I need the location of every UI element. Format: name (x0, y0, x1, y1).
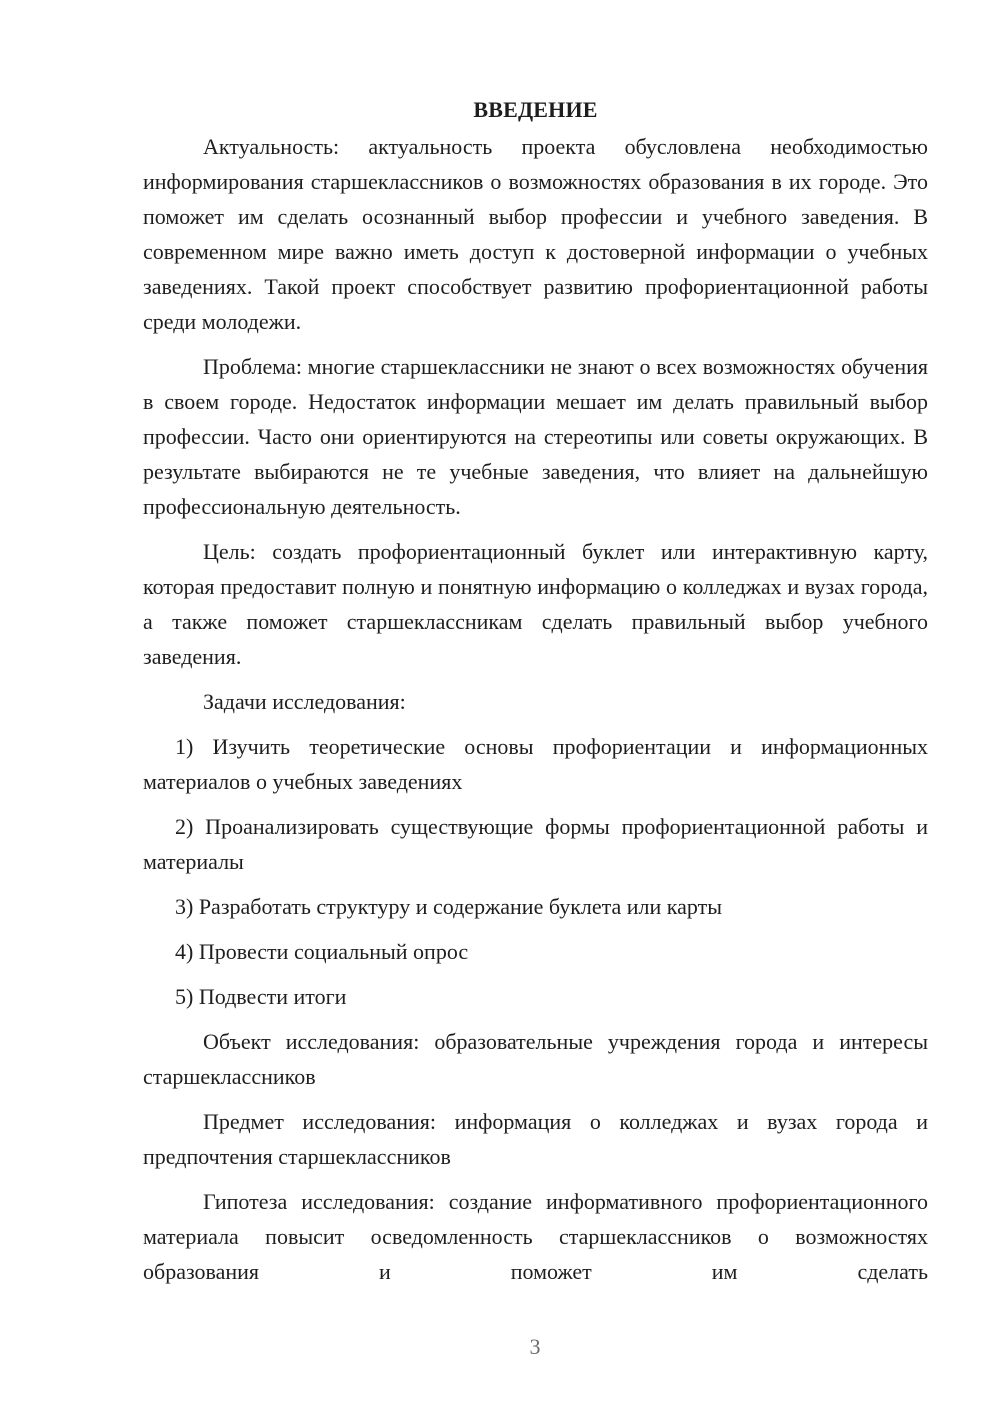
task-item-5: 5) Подвести итоги (175, 984, 347, 1009)
page-number: 3 (529, 1334, 541, 1359)
paragraph-subject: Предмет исследования: информация о колледжах и вузах города и предпочтения старшеклассников (143, 1109, 928, 1169)
task-item-4: 4) Провести социальный опрос (175, 939, 469, 964)
task-item-3: 3) Разработать структуру и содержание буклета или карты (175, 894, 723, 919)
task-item-1: 1) Изучить теоретические основы профориентации и информационных материалов о учебных заведениях (143, 734, 928, 794)
paragraph-relevance: Актуальность: актуальность проекта обусловлена необходимостью информирования старшеклассников о возможностях образования в их городе. Это поможет им сделать осознанный выбор профессии и учебного заведения. В современном мире важно иметь доступ к достоверной информации о учебных заведениях. Такой проект способствует развитию профориентационной работы среди молодежи. (143, 134, 928, 334)
paragraph-goal: Цель: создать профориентационный буклет или интерактивную карту, которая предоставит полную и понятную информацию о колледжах и вузах города, а также поможет старшеклассникам сделать правильный выбор учебного заведения. (143, 539, 928, 669)
paragraph-problem: Проблема: многие старшеклассники не знают о всех возможностях обучения в своем городе. Недостаток информации мешает им делать правильный выбор профессии. Часто они ориентируются на стереотипы или советы окружающих. В результате выбираются не те учебные заведения, что влияет на дальнейшую профессиональную деятельность. (143, 354, 928, 519)
paragraph-hypothesis: Гипотеза исследования: создание информативного профориентационного материала повысит осведомленность старшеклассников о возможностях образования и поможет им сделать (143, 1189, 928, 1284)
task-item-2: 2) Проанализировать существующие формы профориентационной работы и материалы (143, 814, 928, 874)
section-title: ВВЕДЕНИЕ (473, 97, 598, 122)
paragraph-object: Объект исследования: образовательные учреждения города и интересы старшеклассников (143, 1029, 928, 1089)
paragraph-tasks-heading: Задачи исследования: (203, 689, 406, 714)
document-page (143, 92, 928, 1289)
